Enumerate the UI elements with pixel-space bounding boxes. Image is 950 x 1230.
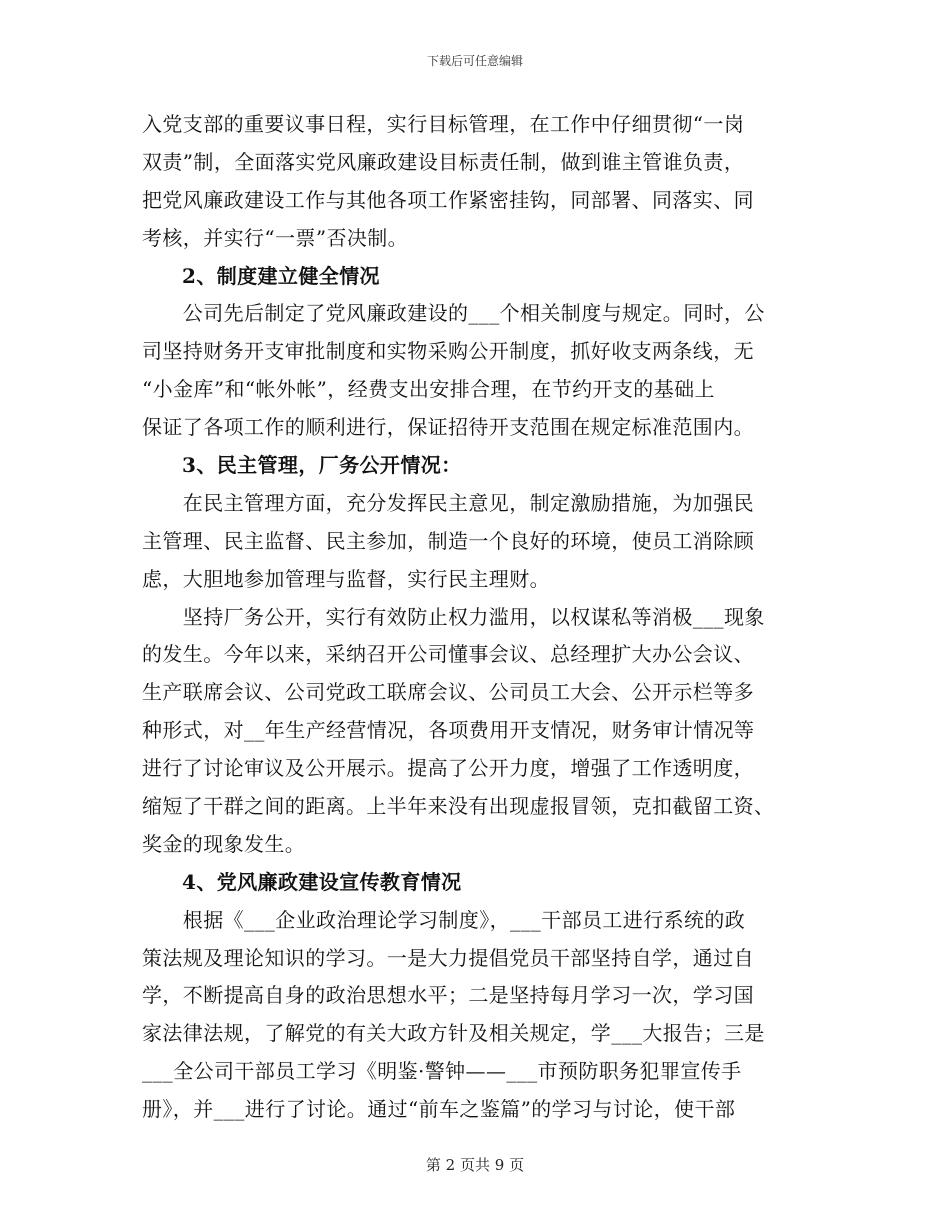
body-text-line: 在民主管理方面，充分发挥民主意见，制定激励措施，为加强民 [142, 490, 754, 515]
body-text-line: 进行了讨论审议及公开展示。提高了公开力度，增强了工作透明度， [142, 756, 754, 781]
body-text-line: 司坚持财务开支审批制度和实物采购公开制度，抓好收支两条线，无 [142, 339, 754, 364]
body-text-line: 主管理、民主监督、民主参加，制造一个良好的环境，使员工消除顾 [142, 528, 754, 553]
body-text-line: 坚持厂务公开，实行有效防止权力滥用，以权谋私等消极___现象 [142, 604, 765, 629]
body-text-line: 公司先后制定了党风廉政建设的___个相关制度与规定。同时，公 [142, 301, 765, 326]
section-heading: 4、党风廉政建设宣传教育情况 [182, 869, 462, 894]
page-footer: 第 2 页共 9 页 [425, 1156, 525, 1174]
page-header: 下载后可任意编辑 [426, 54, 523, 68]
body-text-line: 双责”制，全面落实党风廉政建设目标责任制，做到谁主管谁负责， [142, 149, 745, 174]
section-heading: 3、民主管理，厂务公开情况： [182, 453, 462, 478]
body-text-line: 学，不断提高自身的政治思想水平；二是坚持每月学习一次，学习国 [142, 983, 754, 1008]
body-text-line: 根据《___企业政治理论学习制度》，___干部员工进行系统的政 [142, 907, 746, 932]
section-heading: 2、制度建立健全情况 [182, 263, 380, 288]
body-text-line: “小金库”和“帐外帐”，经费支出安排合理，在节约开支的基础上 [142, 377, 715, 402]
body-text-line: 种形式，对__年生产经营情况，各项费用开支情况，财务审计情况等 [142, 718, 755, 743]
body-text-line: 缩短了干群之间的距离。上半年来没有出现虚报冒领，克扣截留工资、 [142, 794, 775, 819]
body-text-line: ___全公司干部员工学习《明鉴·警钟——___市预防职务犯罪宣传手 [142, 1059, 742, 1084]
body-text-line: 家法律法规，了解党的有关大政方针及相关规定，学___大报告；三是 [142, 1021, 765, 1046]
body-text-line: 策法规及理论知识的学习。一是大力提倡党员干部坚持自学，通过自 [142, 945, 754, 970]
body-text-line: 奖金的现象发生。 [142, 831, 306, 856]
body-text-line: 把党风廉政建设工作与其他各项工作紧密挂钩，同部署、同落实、同 [142, 187, 754, 212]
body-text-line: 考核，并实行“一票”否决制。 [142, 225, 409, 250]
body-text-line: 保证了各项工作的顺利进行，保证招待开支范围在规定标准范围内。 [142, 415, 754, 440]
body-text-line: 生产联席会议、公司党政工联席会议、公司员工大会、公开示栏等多 [142, 680, 754, 705]
body-text-line: 入党支部的重要议事日程，实行目标管理，在工作中仔细贯彻“一岗 [142, 112, 745, 136]
document-body [142, 106, 812, 1129]
body-text-line: 册》，并___进行了讨论。通过“前车之鉴篇”的学习与讨论，使干部 [142, 1097, 736, 1122]
body-text-line: 虑，大胆地参加管理与监督，实行民主理财。 [142, 566, 550, 591]
body-text-line: 的发生。今年以来，采纳召开公司懂事会议、总经理扩大办公会议、 [142, 642, 754, 667]
